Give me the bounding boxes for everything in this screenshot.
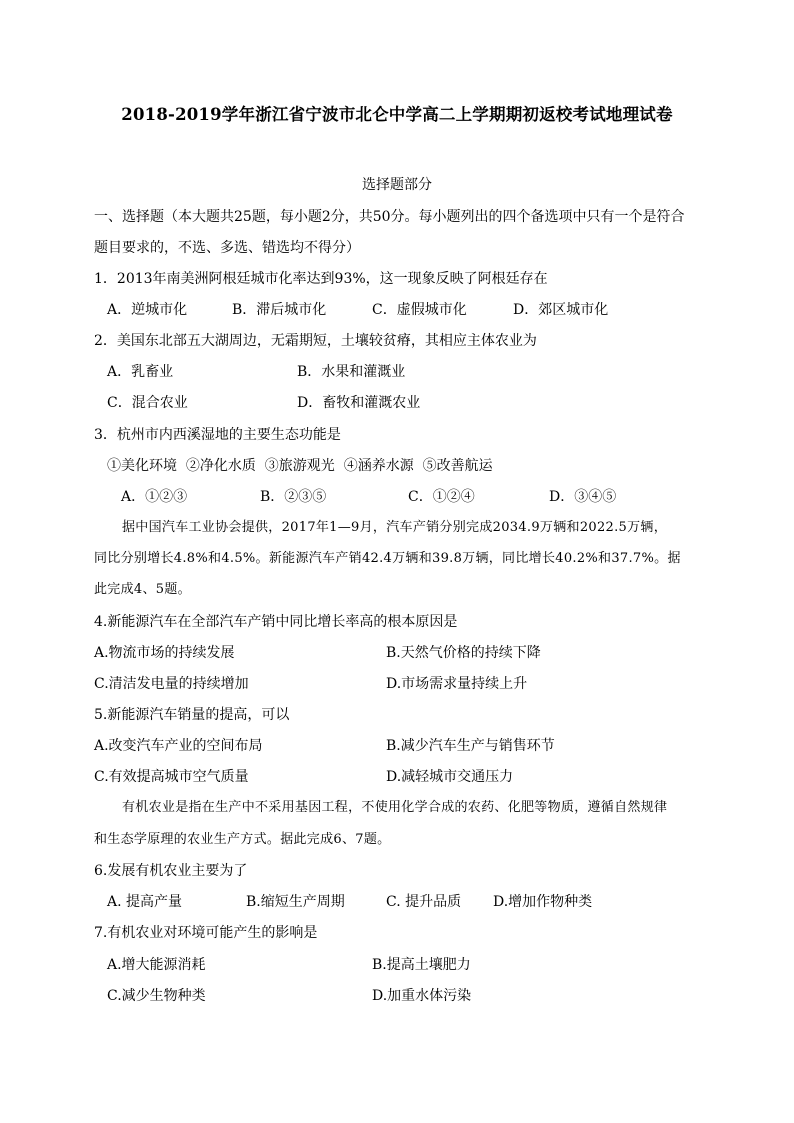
q6-stem: 6.发展有机农业主要为了	[94, 863, 248, 879]
q4-option-c[interactable]: C.清洁发电量的持续增加	[94, 676, 249, 692]
q1-option-c[interactable]: C．虚假城市化	[372, 302, 467, 318]
q2-option-a[interactable]: A．乳畜业	[107, 364, 174, 380]
q7-option-c[interactable]: C.减少生物种类	[107, 988, 206, 1004]
q5-option-a[interactable]: A.改变汽车产业的空间布局	[94, 738, 263, 754]
passage1-line-2: 同比分别增长4.8%和4.5%。新能源汽车产销42.4万辆和39.8万辆，同比增长40.2%和37.7%。据	[94, 551, 681, 566]
q4-option-a[interactable]: A.物流市场的持续发展	[94, 645, 235, 661]
q4-option-b[interactable]: B.天然气价格的持续下降	[386, 645, 541, 661]
q7-option-d[interactable]: D.加重水体污染	[372, 988, 472, 1004]
q5-option-d[interactable]: D.减轻城市交通压力	[386, 769, 514, 785]
q5-option-c[interactable]: C.有效提高城市空气质量	[94, 769, 249, 785]
q5-option-b[interactable]: B.减少汽车生产与销售环节	[386, 738, 555, 754]
q6-option-d[interactable]: D.增加作物种类	[493, 894, 593, 910]
page-title: 2018-2019学年浙江省宁波市北仑中学高二上学期期初返校考试地理试卷	[121, 105, 673, 124]
q2-option-c[interactable]: C．混合农业	[107, 395, 188, 411]
section-title: 选择题部分	[362, 177, 432, 193]
q2-option-d[interactable]: D．畜牧和灌溉农业	[297, 395, 421, 411]
instructions-line-1: 一、选择题（本大题共25题，每小题2分，共50分。每小题列出的四个备选项中只有一个是符合	[94, 209, 685, 225]
q4-stem: 4.新能源汽车在全部汽车产销中同比增长率高的根本原因是	[94, 614, 458, 630]
passage1-line-3: 此完成4、5题。	[94, 582, 191, 597]
q3-option-b[interactable]: B．②③⑤	[260, 489, 327, 505]
q1-stem: 1．2013年南美洲阿根廷城市化率达到93%，这一现象反映了阿根廷存在	[94, 271, 548, 287]
instructions-line-2: 题目要求的，不选、多选、错选均不得分）	[94, 240, 360, 256]
passage2-line-2: 和生态学原理的农业生产方式。据此完成6、7题。	[94, 832, 391, 847]
q3-stem: 3．杭州市内西溪湿地的主要生态功能是	[94, 427, 341, 443]
passage2-line-1: 有机农业是指在生产中不采用基因工程，不使用化学合成的农药、化肥等物质，遵循自然规律	[122, 800, 668, 815]
q3-option-d[interactable]: D．③④⑤	[549, 489, 617, 505]
q7-option-b[interactable]: B.提高土壤肥力	[372, 957, 471, 973]
q3-items: ①美化环境 ②净化水质 ③旅游观光 ④涵养水源 ⑤改善航运	[107, 458, 493, 474]
q1-option-a[interactable]: A．逆城市化	[107, 302, 188, 318]
q6-option-a[interactable]: A. 提高产量	[107, 894, 183, 910]
q4-option-d[interactable]: D.市场需求量持续上升	[386, 676, 528, 692]
q7-option-a[interactable]: A.增大能源消耗	[107, 957, 206, 973]
passage1-line-1: 据中国汽车工业协会提供，2017年1—9月，汽车产销分别完成2034.9万辆和2022.5万辆，	[122, 520, 668, 535]
q1-option-b[interactable]: B．滞后城市化	[232, 302, 327, 318]
q1-option-d[interactable]: D．郊区城市化	[513, 302, 609, 318]
q3-option-a[interactable]: A．①②③	[121, 489, 188, 505]
q6-option-b[interactable]: B.缩短生产周期	[246, 894, 345, 910]
q5-stem: 5.新能源汽车销量的提高，可以	[94, 707, 290, 723]
q3-option-c[interactable]: C．①②④	[408, 489, 475, 505]
q2-stem: 2．美国东北部五大湖周边，无霜期短，土壤较贫瘠，其相应主体农业为	[94, 333, 537, 349]
q7-stem: 7.有机农业对环境可能产生的影响是	[94, 925, 318, 941]
q2-option-b[interactable]: B．水果和灌溉业	[297, 364, 406, 380]
q6-option-c[interactable]: C. 提升品质	[386, 894, 462, 910]
